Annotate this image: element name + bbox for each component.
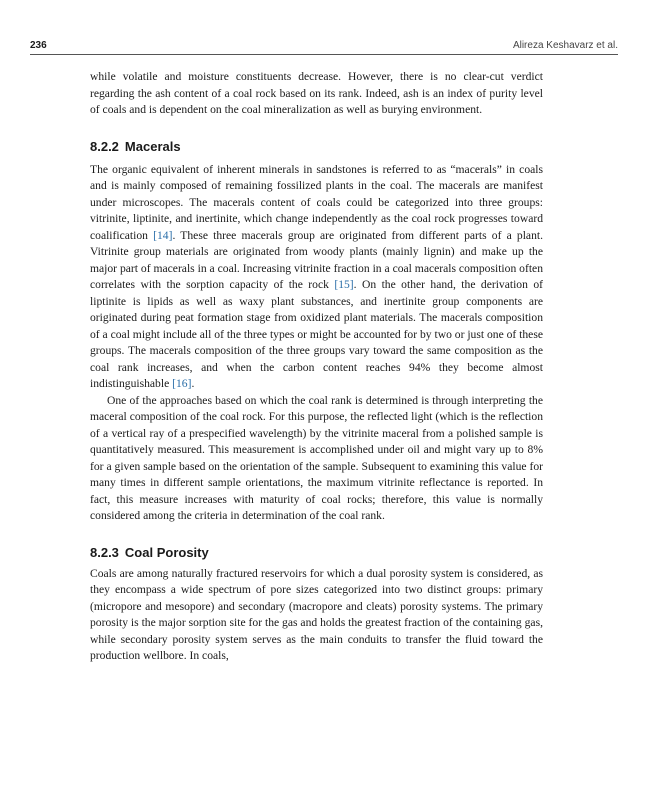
page-number: 236 [30, 40, 47, 51]
text-span: . [191, 377, 195, 390]
citation-link[interactable]: [16] [172, 377, 192, 390]
running-head: Alireza Keshavarz et al. [512, 40, 618, 51]
section-title: Macerals [124, 138, 181, 154]
intro-paragraph: while volatile and moisture constituents decrease. However, there is no clear-cut verdict regarding the ash content of a coal rock based on its rank. Indeed, ash is an index of purity level of coals and is dependent on the coal mineralization as well as burying environment. [90, 70, 543, 116]
page-body [90, 69, 543, 665]
porosity-paragraph-1: Coals are among naturally fractured reservoirs for which a dual porosity system is considered, as they encompass a wide spectrum of pore sizes categorized into two distinct groups: primary (micropore and mesopore) and secondary (macropore and cleats) porosity systems. The primary porosity is the major sorption site for the gas and holds the greatest fraction of the containing gas, while secondary porosity system serves as the main conduits to transfer the fluid toward the production wellbore. In coals, [90, 566, 543, 662]
macerals-paragraph-1 [90, 162, 543, 393]
section-number: 8.2.3 [90, 544, 119, 560]
macerals-paragraph-2: One of the approaches based on which the coal rank is determined is through interpreting the maceral composition of the coal rock. For this purpose, the reflected light (which is the reflection of a vertical ray of a prespecified wavelength) by the vitrinite maceral from a polished sample is quantitatively measured. This measurement is accomplished under oil and might vary up to 8% for a given sample based on the orientation of the sample. Subsequent to examining this value for many times in different sample orientations, the maximum vitrinite reflectance is reported. In fact, this measure increases with maturity of coal rocks; therefore, this value is normally considered among the criteria in determination of the coal rank. [90, 393, 543, 522]
section-heading-macerals [90, 139, 543, 155]
section-title: Coal Porosity [124, 544, 209, 560]
text-span: . On the other hand, the derivation of liptinite is lipids as well as waxy plant substances, and inertinite group components are originated during peat formation stage from oxidized plant materials. The macerals composition of a coal might include all of the three types or might be accounted for by two or just one of these groups. The macerals composition of the three groups vary toward the same composition as the coal rank increases, and when the carbon content reaches 94% they become almost indistinguishable [90, 278, 543, 390]
text-span: The organic equivalent of inherent minerals in sandstones is referred to as “macerals” in coals and is mainly composed of remaining fossilized plants in the coal. The macerals are manifest under microscopes. The macerals content of coals could be categorized into three groups: vitrinite, liptinite, and inertinite, which change independently as the coal rock progresses toward coalification [90, 162, 543, 242]
text-span: . These three macerals group are originated from different parts of a plant. Vitrinite group materials are originated from woody plants (mainly lignin) and make up the major part of macerals in a coal. Increasing vitrinite fraction in a coal macerals composition often correlates with the sorption capacity of the rock [90, 228, 543, 291]
page-header [30, 38, 618, 55]
section-number: 8.2.2 [90, 138, 119, 154]
section-heading-coal-porosity [90, 545, 543, 561]
citation-link[interactable]: [14] [153, 228, 173, 242]
citation-link[interactable]: [15] [334, 278, 354, 291]
